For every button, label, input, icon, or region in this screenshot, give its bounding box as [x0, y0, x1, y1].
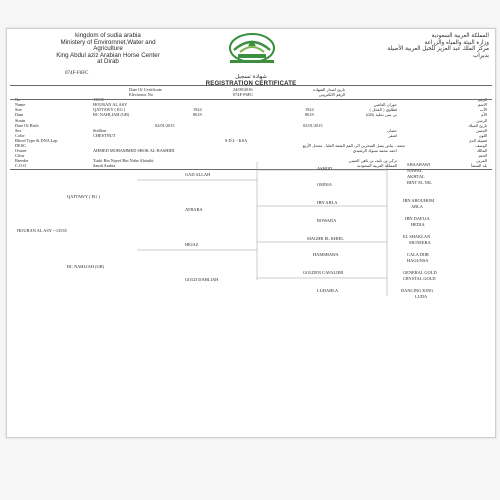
owner-value-ar: احمد محمد سبوك الرشيدي — [353, 148, 397, 154]
header-left-text — [13, 33, 203, 66]
sire-label: Sire — [15, 107, 22, 113]
pedigree-dam: BC NAHLIAH (GB) — [67, 264, 105, 269]
certificate-id-left: 074F-F6FC — [65, 71, 89, 76]
electronic-label-ar: الرقم الالكتروني — [318, 92, 345, 98]
date-label: Date Of Certificate — [129, 87, 162, 92]
blood-label: Blood Type & DNA Lap — [15, 137, 58, 143]
header-left-line: Ministery of Envirornnet,Water and — [60, 38, 156, 46]
dam-number-2: 8618 — [305, 112, 314, 118]
sire-value-ar: قطاوي ( الفحل ) — [369, 107, 397, 113]
owner-label-ar: المالك — [476, 148, 487, 154]
date-value: 24/09/2016 — [233, 87, 253, 92]
dob-value: 02/01/2015 — [155, 122, 175, 128]
sex-label: Sex — [15, 127, 22, 133]
dam-label-ar: الأم — [481, 112, 487, 118]
header-left-line: King Abdul aziz Arabian Horse Center — [56, 51, 160, 59]
pedigree-sdds: IBN DAFLIA — [405, 216, 430, 221]
dam-number: 8618 — [193, 112, 202, 118]
divider-top — [10, 85, 492, 86]
dob-label: Date Of Birth — [15, 122, 39, 128]
pedigree-sssd: NAWAL — [407, 168, 423, 173]
sire-year: 1924 — [193, 107, 202, 113]
header-right-line: بديراب — [473, 52, 489, 59]
breeder-value-ar: تركي بن نايف بن ناهي العتيبي — [348, 158, 397, 164]
coo-label-ar: بلد المنشأ — [471, 163, 487, 169]
color-label: Color — [15, 132, 25, 138]
sex-value-ar: حصان — [387, 127, 397, 133]
strain-label: Strain — [15, 117, 26, 123]
pedigree-ss: GAD ALLAH — [185, 172, 211, 177]
pedigree-ssdd: BINT EL NIL — [407, 180, 432, 185]
electronic-value: 074F-F6FC — [233, 92, 254, 98]
sire-year-2: 1924 — [305, 107, 314, 113]
status-bar-area — [0, 0, 500, 28]
dob-value-2: 02/01/2015 — [303, 122, 323, 128]
sex-value: Stallion — [93, 127, 107, 133]
pedigree-lines — [7, 160, 495, 310]
no-label-ar: الرقم — [478, 97, 487, 103]
header-right-text — [304, 33, 489, 59]
color-value-ar: اشقر — [388, 132, 397, 138]
breeder-label-ar: المربي — [476, 158, 487, 164]
header-right-line: وزارة البيئة والمياه والزراعة — [424, 39, 489, 46]
pedigree-sire: QATTAWY ( EG ) — [67, 194, 100, 199]
color-value: CHESTNUT — [93, 132, 116, 138]
no-value: 13535 — [93, 97, 104, 103]
breeder-value: Turki Bin Nayef Bin Nahe Alotaibi — [93, 158, 154, 164]
owner-value: AHMED MOHAMMED SBOK AL-RASHIDI — [93, 148, 175, 154]
pedigree-ddss: GENERAL GOLD — [403, 270, 437, 275]
pedigree-dss: MAGHR EL KHIEL — [307, 236, 344, 241]
pedigree-ddds: DANCING KING — [401, 288, 434, 293]
breeder-label: Breeder — [15, 158, 29, 164]
owner-label: Owner — [15, 148, 27, 154]
pedigree-sssd2: AKHTAL — [407, 174, 425, 179]
title-arabic: شهادة تسجيل — [235, 74, 267, 80]
coo-value-ar: المملكة العربية السعودية — [357, 163, 397, 169]
header-left-line: Agriculture — [93, 45, 123, 53]
pedigree-sddd: HEDIA — [411, 222, 425, 227]
sex-label-ar: الجنس — [476, 127, 487, 133]
coo-label: C.O.O — [15, 163, 27, 169]
pedigree-dd: GOLD DAHLIAH — [185, 277, 219, 282]
dam-value-ar: بي سي نحلية (GB) — [365, 112, 397, 118]
header-left-line: at Dirab — [97, 58, 119, 66]
pedigree-ds: HEJAZ — [185, 242, 199, 247]
pedigree-horse: HOURAN AL ASY --13535 — [17, 228, 67, 233]
blood-value: S.D.L - KSA — [225, 137, 248, 143]
name-value: HOURAN AL ASY — [93, 102, 128, 108]
dob-label-ar: تاريخ الميلاد — [468, 122, 487, 128]
pedigree-sdsd: ABLA — [411, 204, 423, 209]
pedigree-dsds: CALA DIIR — [407, 252, 429, 257]
pedigree-dds: GOLDEN CAVALIER — [303, 270, 344, 275]
pedigree-sdd: BOWADA — [317, 218, 337, 223]
pedigree-dsdd: HAGUNSA — [407, 258, 429, 263]
pedigree-ddsd: CRYSTAL GOLD — [403, 276, 436, 281]
name-label-ar: الاسم — [477, 102, 487, 108]
header-left-line: kingdom of sudia arabia — [75, 32, 141, 39]
registration-certificate — [6, 28, 496, 438]
color-label-ar: اللون — [478, 132, 487, 138]
dam-value: BC NAHLIAH (GB) — [93, 112, 130, 118]
name-value-ar: حوران العاصي — [373, 102, 397, 108]
sire-value: QATTAWY ( EG ) — [93, 107, 126, 113]
coo-value: Saudi Arabia — [93, 163, 116, 169]
no-label: No — [15, 97, 21, 103]
pedigree-ddd: LUDAHLA — [317, 288, 339, 293]
title-english: REGISTRATION CERTIFICATE — [205, 81, 297, 87]
strain-label-ar: الرسن — [476, 117, 487, 123]
pedigree-sdss: IBN ABOUHOM — [403, 198, 435, 203]
date-label-ar: تاريخ اصدار الشهادة — [312, 87, 345, 92]
kaahc-logo — [226, 32, 278, 68]
header-right-line: المملكة العربية السعودية — [431, 33, 489, 39]
desc-label-ar: الوصف — [475, 143, 487, 149]
sire-label-ar: الأب — [480, 107, 487, 113]
name-label: Name — [15, 102, 26, 108]
clear-label: Clear — [15, 153, 25, 159]
electronic-label: Electronic No — [129, 92, 153, 98]
pedigree-ssss: SHAARAWI — [407, 162, 431, 167]
pedigree-ssd: OMNIA — [317, 182, 332, 187]
pedigree-dddd: LUDA — [415, 294, 428, 299]
header-right-line: مركز الملك عبد العزيز للخيل العربية الأصيلة — [387, 46, 489, 53]
pedigree-sds: IBN ABLA — [317, 200, 338, 205]
blood-label-ar: فصيلة الدم — [469, 137, 487, 143]
pedigree-sss: ASHOD — [317, 166, 333, 171]
desc-value: نجمة ، بياض يصل المنخرين الى الفم الشفة العليا ، محجل الأربع — [302, 143, 405, 149]
pedigree-dsss: EL SHAKLAN — [403, 234, 431, 239]
clear-label-ar: الختم — [478, 153, 487, 159]
desc-label: DESC — [15, 143, 26, 149]
dam-label: Dam — [15, 112, 24, 118]
pedigree-dssd: MUNEERA — [409, 240, 431, 245]
pedigree-dsd: HAMSHAWA — [313, 252, 339, 257]
pedigree-sd: ATBARA — [185, 207, 203, 212]
